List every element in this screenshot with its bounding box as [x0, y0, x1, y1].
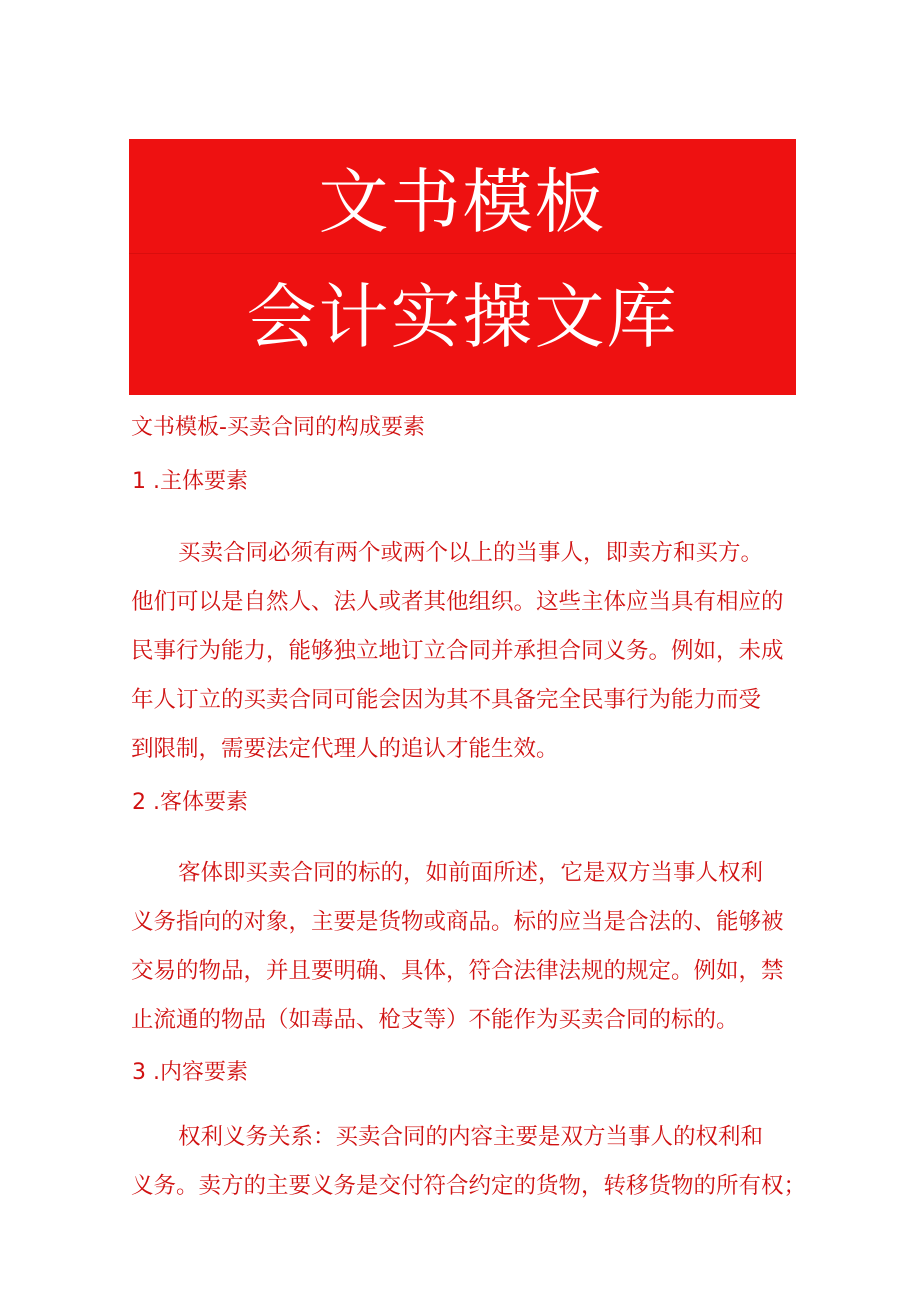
title-banner: [129, 139, 796, 395]
paragraph-line: 义务。卖方的主要义务是交付符合约定的货物，转移货物的所有权；: [131, 1173, 807, 1199]
paragraph-line: 交易的物品，并且要明确、具体，符合法律法规的规定。例如，禁: [131, 958, 784, 984]
paragraph-line: 年人订立的买卖合同可能会因为其不具备完全民事行为能力而受: [131, 687, 762, 713]
document-title: 文书模板-买卖合同的构成要素: [131, 415, 425, 440]
banner-title-line-1: 文书模板: [318, 161, 607, 243]
paragraph-line: 他们可以是自然人、法人或者其他组织。这些主体应当具有相应的: [131, 589, 784, 615]
section-paragraph-object: [131, 849, 799, 1045]
paragraph-line: 到限制，需要法定代理人的追认才能生效。: [131, 736, 559, 762]
section-paragraph-subject: [131, 529, 799, 774]
paragraph-line: 权利义务关系：买卖合同的内容主要是双方当事人的权利和: [178, 1124, 764, 1150]
section-paragraph-content: [131, 1113, 807, 1211]
paragraph-line: 民事行为能力，能够独立地订立合同并承担合同义务。例如，未成: [131, 638, 784, 664]
section-heading-subject: 1 .主体要素: [132, 469, 248, 494]
banner-divider: [129, 253, 796, 254]
paragraph-line: 买卖合同必须有两个或两个以上的当事人，即卖方和买方。: [178, 540, 764, 566]
paragraph-line: 义务指向的对象，主要是货物或商品。标的应当是合法的、能够被: [131, 909, 784, 935]
section-heading-content: 3 .内容要素: [132, 1060, 248, 1085]
section-heading-object: 2 .客体要素: [132, 790, 248, 815]
paragraph-line: 止流通的物品（如毒品、枪支等）不能作为买卖合同的标的。: [131, 1007, 739, 1033]
paragraph-line: 客体即买卖合同的标的，如前面所述，它是双方当事人权利: [178, 860, 764, 886]
banner-title-line-2: 会计实操文库: [246, 276, 679, 358]
